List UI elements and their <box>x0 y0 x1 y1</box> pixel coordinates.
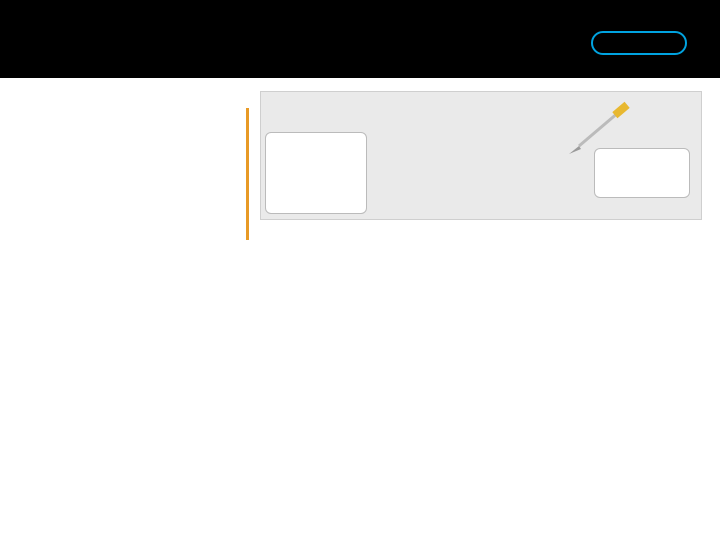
procedure-diagram <box>260 91 702 220</box>
pipette-icon <box>569 102 630 154</box>
biorad-logo <box>591 31 687 55</box>
diagram-right-box <box>594 148 690 198</box>
header-bar <box>0 0 720 78</box>
divider <box>246 108 249 240</box>
